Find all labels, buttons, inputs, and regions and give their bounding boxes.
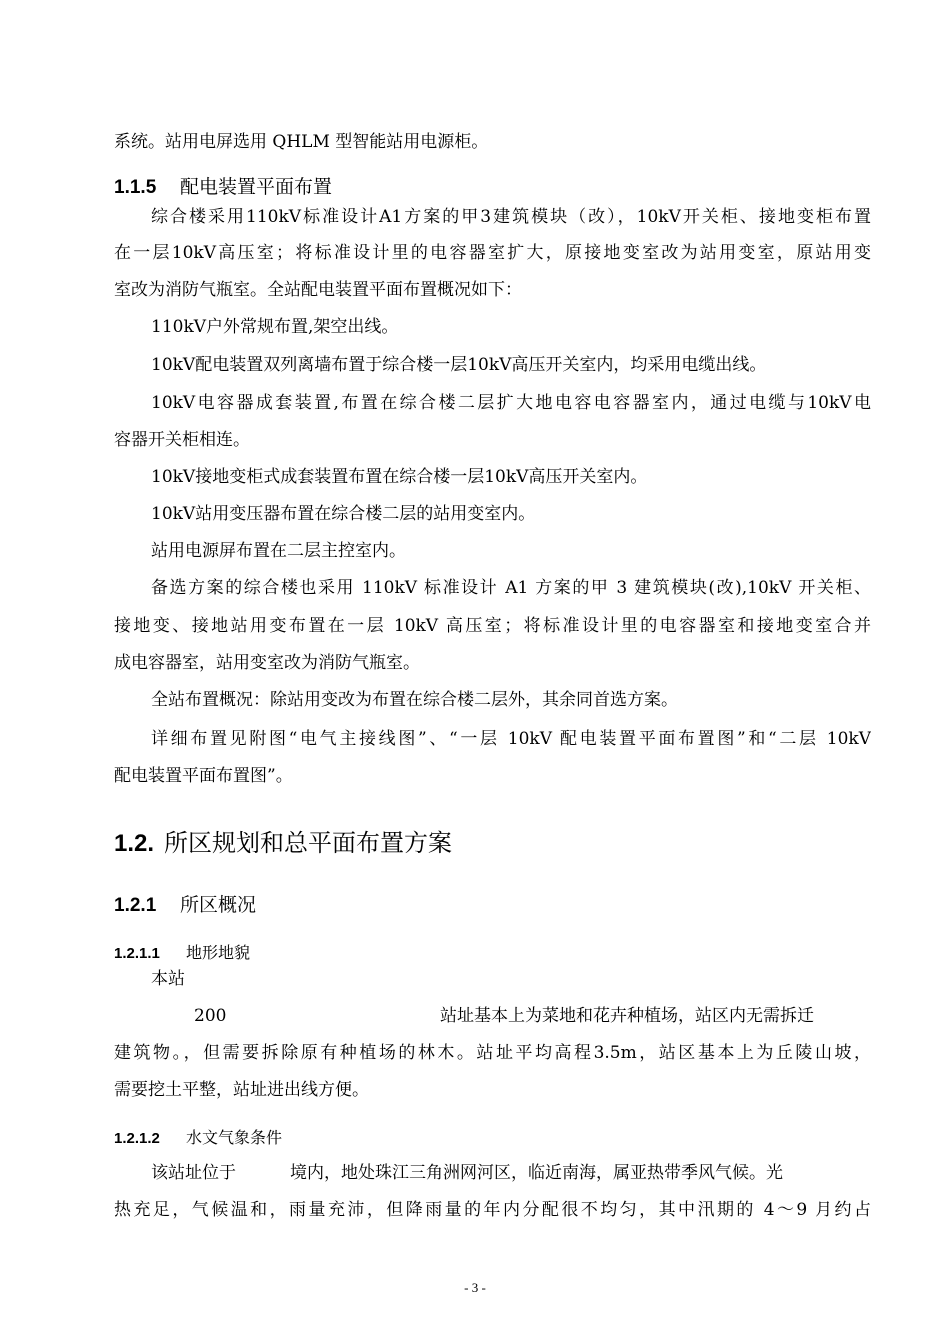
text-line: 配电装置平面布置图”。 [114, 766, 293, 786]
text-line: 110kV户外常规布置,架空出线。 [151, 317, 399, 337]
text-line: 本站 [151, 969, 185, 989]
page-number: - 3 - [464, 1280, 486, 1295]
text-line: 10kV配电装置双列离墙布置于综合楼一层10kV高压开关室内，均采用电缆出线。 [151, 355, 767, 375]
text-line: 建筑物。，但需要拆除原有种植场的林木。站址平均高程3.5m，站区基本上为丘陵山坡， [114, 1043, 871, 1063]
text-fragment: 站址基本上为菜地和花卉种植场，站区内无需拆迁 [440, 1006, 814, 1026]
text-line: 系统。站用电屏选用 QHLM 型智能站用电源柜。 [114, 132, 489, 152]
section-title: 地形地貌 [186, 943, 251, 962]
text-line: 需要挖土平整，站址进出线方便。 [114, 1080, 369, 1100]
text-line: 室改为消防气瓶室。全站配电装置平面布置概况如下： [114, 280, 522, 300]
text-line: 10kV接地变柜式成套装置布置在综合楼一层10kV高压开关室内。 [151, 467, 648, 487]
section-number: 1.2. [114, 830, 155, 857]
text-line: 接地变、接地站用变布置在一层 10kV 高压室；将标准设计里的电容器室和接地变室合并 [114, 616, 871, 636]
text-fragment-number: 200 [194, 1006, 227, 1026]
text-line: 备选方案的综合楼也采用 110kV 标准设计 A1 方案的甲 3 建筑模块(改),10kV 开关柜、 [151, 578, 871, 598]
section-title: 所区规划和总平面布置方案 [164, 829, 453, 857]
section-number: 1.2.1.1 [114, 945, 160, 962]
section-heading-1-2-1 [114, 891, 256, 920]
text-line: 容器开关柜相连。 [114, 430, 250, 450]
text-line: 成电容器室，站用变室改为消防气瓶室。 [114, 653, 420, 673]
text-line: 该站址位于 境内，地处珠江三角洲网河区，临近南海，属亚热带季风气候。光 [151, 1163, 784, 1183]
text-line: 10kV电容器成套装置,布置在综合楼二层扩大地电容电容器室内，通过电缆与10kV电 [151, 393, 871, 413]
section-heading-1-2 [114, 826, 452, 861]
text-line: 站用电源屏布置在二层主控室内。 [151, 541, 406, 561]
text-line: 热充足，气候温和，雨量充沛，但降雨量的年内分配很不均匀，其中汛期的 4～9 月约占 [114, 1200, 871, 1220]
section-heading-1-2-1-1 [114, 941, 250, 966]
section-number: 1.2.1.2 [114, 1130, 160, 1147]
text-line: 详细布置见附图“电气主接线图”、“一层 10kV 配电装置平面布置图”和“二层 10kV [151, 729, 871, 749]
section-number: 1.1.5 [114, 177, 157, 198]
text-line: 综合楼采用110kV标准设计A1方案的甲3建筑模块（改），10kV开关柜、接地变柜布置 [151, 207, 871, 227]
text-line: 10kV站用变压器布置在综合楼二层的站用变室内。 [151, 504, 536, 524]
section-title: 水文气象条件 [186, 1128, 283, 1147]
text-line: 在一层10kV高压室；将标准设计里的电容器室扩大，原接地变室改为站用变室，原站用变 [114, 243, 871, 263]
section-heading-1-1-5 [114, 173, 332, 202]
section-number: 1.2.1 [114, 895, 157, 916]
text-line: 全站布置概况：除站用变改为布置在综合楼二层外，其余同首选方案。 [151, 690, 678, 710]
section-heading-1-2-1-2 [114, 1126, 282, 1151]
section-title: 所区概况 [180, 894, 257, 916]
section-title: 配电装置平面布置 [180, 176, 333, 198]
